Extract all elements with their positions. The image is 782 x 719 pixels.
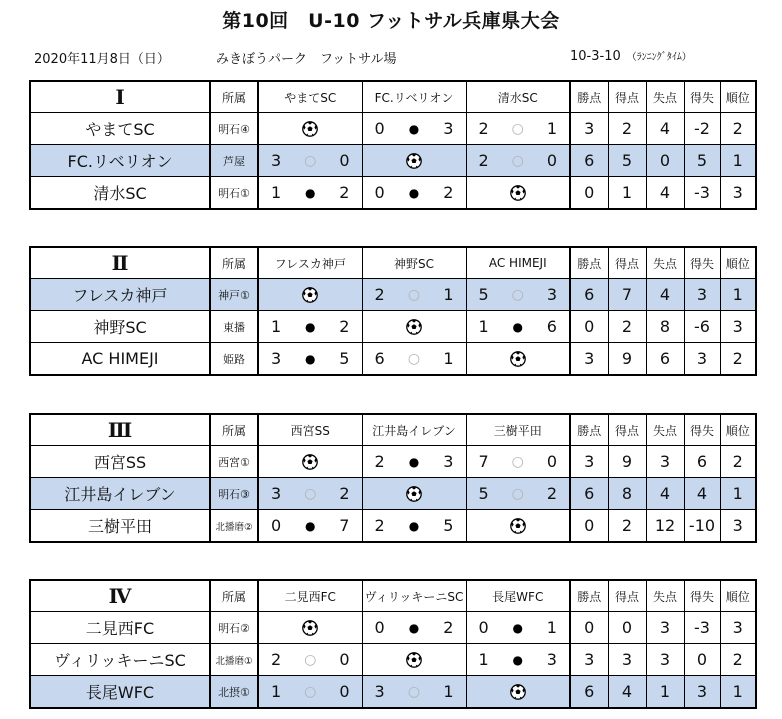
goal-diff-header: 得失	[684, 414, 720, 446]
rank-value: 3	[720, 510, 756, 543]
goals-for-value: 5	[608, 145, 646, 177]
team-name: 三樹平田	[30, 510, 210, 543]
score-home: 1	[271, 183, 282, 202]
rank-value: 1	[720, 478, 756, 510]
self-match-cell	[258, 113, 362, 145]
goal-diff-value: 5	[684, 145, 720, 177]
rank-value: 1	[720, 145, 756, 177]
match-format-note: （ﾗﾝﾆﾝｸﾞﾀｲﾑ）	[626, 52, 692, 63]
score-away: 3	[443, 452, 454, 471]
score-home: 0	[271, 516, 282, 535]
self-match-cell	[466, 510, 570, 543]
win-mark-icon: ○	[511, 485, 524, 502]
self-match-cell	[466, 343, 570, 376]
loss-mark-icon: ●	[408, 620, 420, 635]
group-table	[29, 413, 757, 543]
match-result	[258, 145, 362, 177]
score-line	[363, 349, 466, 368]
goals-against-value: 3	[646, 612, 684, 644]
team-name: やまてSC	[30, 113, 210, 145]
score-home: 2	[374, 452, 385, 471]
table-row	[30, 279, 756, 311]
score-line	[467, 151, 570, 170]
score-away: 5	[443, 516, 454, 535]
score-away: 2	[546, 484, 557, 503]
opponent-header: AC HIMEJI	[466, 247, 570, 279]
points-value: 6	[570, 478, 608, 510]
self-match-cell	[362, 478, 466, 510]
score-away: 6	[546, 317, 557, 336]
team-affiliation: 北摂①	[210, 676, 258, 709]
affiliation-header: 所属	[210, 580, 258, 612]
page-title: 第10回 U-10 フットサル兵庫県大会	[222, 10, 560, 32]
goal-diff-value: -3	[684, 177, 720, 210]
goals-for-header: 得点	[608, 580, 646, 612]
points-value: 3	[570, 644, 608, 676]
score-line	[467, 650, 570, 669]
team-affiliation: 東播	[210, 311, 258, 343]
table-row	[30, 676, 756, 709]
win-mark-icon: ○	[511, 453, 524, 470]
score-line	[259, 349, 362, 368]
win-mark-icon: ○	[304, 152, 317, 169]
score-away: 3	[546, 285, 557, 304]
goals-against-header: 失点	[646, 247, 684, 279]
rank-value: 1	[720, 279, 756, 311]
points-value: 3	[570, 113, 608, 145]
score-away: 1	[443, 285, 454, 304]
goal-diff-value: 0	[684, 644, 720, 676]
goals-against-value: 4	[646, 478, 684, 510]
match-result	[362, 177, 466, 210]
win-mark-icon: ○	[511, 152, 524, 169]
goal-diff-header: 得失	[684, 580, 720, 612]
score-line	[259, 183, 362, 202]
goal-diff-value: -10	[684, 510, 720, 543]
group-table	[29, 80, 757, 210]
score-away: 0	[339, 682, 350, 701]
opponent-header: やまてSC	[258, 81, 362, 113]
score-line	[259, 516, 362, 535]
table-row	[30, 113, 756, 145]
score-line	[467, 119, 570, 138]
rank-value: 3	[720, 177, 756, 210]
table-row	[30, 478, 756, 510]
self-match-cell	[466, 676, 570, 709]
opponent-header: 清水SC	[466, 81, 570, 113]
match-result	[258, 510, 362, 543]
table-row	[30, 510, 756, 543]
score-line	[363, 618, 466, 637]
opponent-header: 江井島イレブン	[362, 414, 466, 446]
goal-diff-value: 3	[684, 676, 720, 709]
opponent-header: FC.リベリオン	[362, 81, 466, 113]
match-result	[258, 478, 362, 510]
match-result	[362, 446, 466, 478]
rank-header: 順位	[720, 247, 756, 279]
score-line	[259, 682, 362, 701]
team-name: 二見西FC	[30, 612, 210, 644]
points-value: 0	[570, 311, 608, 343]
team-name: 長尾WFC	[30, 676, 210, 709]
score-home: 3	[271, 484, 282, 503]
opponent-header: ヴィリッキーニSC	[362, 580, 466, 612]
group-header-row	[30, 580, 756, 612]
score-home: 1	[271, 682, 282, 701]
match-result	[362, 279, 466, 311]
goals-for-value: 1	[608, 177, 646, 210]
score-away: 0	[339, 151, 350, 170]
team-name: ヴィリッキーニSC	[30, 644, 210, 676]
team-affiliation: 北播磨②	[210, 510, 258, 543]
score-line	[467, 452, 570, 471]
match-result	[466, 279, 570, 311]
event-date: 2020年11月8日（日）	[34, 52, 170, 67]
rank-value: 3	[720, 612, 756, 644]
goals-for-header: 得点	[608, 247, 646, 279]
opponent-header: 神野SC	[362, 247, 466, 279]
team-affiliation: 姫路	[210, 343, 258, 376]
goals-against-header: 失点	[646, 414, 684, 446]
match-result	[258, 311, 362, 343]
match-result	[258, 676, 362, 709]
score-line	[467, 317, 570, 336]
score-line	[363, 682, 466, 701]
goals-against-value: 4	[646, 177, 684, 210]
score-away: 1	[443, 349, 454, 368]
points-value: 6	[570, 145, 608, 177]
score-home: 2	[271, 650, 282, 669]
goals-for-value: 8	[608, 478, 646, 510]
opponent-header: 長尾WFC	[466, 580, 570, 612]
score-line	[363, 516, 466, 535]
match-result	[362, 113, 466, 145]
goals-against-value: 6	[646, 343, 684, 376]
match-result	[258, 343, 362, 376]
score-away: 3	[546, 650, 557, 669]
score-line	[363, 119, 466, 138]
rank-value: 2	[720, 644, 756, 676]
goals-for-value: 0	[608, 612, 646, 644]
team-name: FC.リベリオン	[30, 145, 210, 177]
goals-for-value: 9	[608, 446, 646, 478]
score-home: 7	[478, 452, 489, 471]
self-match-cell	[466, 177, 570, 210]
score-home: 5	[478, 484, 489, 503]
group-table	[29, 246, 757, 376]
goals-for-value: 4	[608, 676, 646, 709]
team-affiliation: 明石②	[210, 612, 258, 644]
loss-mark-icon: ●	[305, 319, 316, 334]
opponent-header: 三樹平田	[466, 414, 570, 446]
table-row	[30, 177, 756, 210]
affiliation-header: 所属	[210, 81, 258, 113]
goals-against-value: 4	[646, 113, 684, 145]
score-away: 0	[339, 650, 350, 669]
goals-against-value: 3	[646, 446, 684, 478]
score-away: 7	[339, 516, 350, 535]
score-line	[467, 618, 570, 637]
team-name: 清水SC	[30, 177, 210, 210]
loss-mark-icon: ●	[305, 351, 316, 366]
event-venue: みきぼうパーク フットサル場	[216, 52, 397, 67]
score-home: 2	[374, 516, 385, 535]
group-label: Ⅳ	[30, 580, 210, 612]
rank-value: 3	[720, 311, 756, 343]
team-affiliation: 西宮①	[210, 446, 258, 478]
match-result	[362, 510, 466, 543]
win-mark-icon: ○	[304, 683, 317, 700]
score-away: 3	[443, 119, 454, 138]
score-away: 2	[443, 183, 454, 202]
score-home: 6	[374, 349, 385, 368]
loss-mark-icon: ●	[512, 652, 523, 667]
win-mark-icon: ○	[511, 286, 524, 303]
score-home: 5	[478, 285, 489, 304]
loss-mark-icon: ●	[408, 518, 420, 533]
score-away: 2	[339, 484, 350, 503]
rank-value: 2	[720, 113, 756, 145]
goal-diff-value: 6	[684, 446, 720, 478]
opponent-header: 二見西FC	[258, 580, 362, 612]
match-result	[258, 177, 362, 210]
rank-value: 2	[720, 446, 756, 478]
score-line	[259, 151, 362, 170]
goals-against-value: 3	[646, 644, 684, 676]
team-name: フレスカ神戸	[30, 279, 210, 311]
opponent-header: 西宮SS	[258, 414, 362, 446]
group-header-row	[30, 81, 756, 113]
rank-header: 順位	[720, 414, 756, 446]
points-value: 6	[570, 279, 608, 311]
score-home: 2	[374, 285, 385, 304]
score-line	[259, 317, 362, 336]
goal-diff-value: -3	[684, 612, 720, 644]
win-mark-icon: ○	[407, 683, 421, 700]
affiliation-header: 所属	[210, 247, 258, 279]
score-home: 3	[374, 682, 385, 701]
team-affiliation: 明石③	[210, 478, 258, 510]
goal-diff-value: -6	[684, 311, 720, 343]
table-row	[30, 145, 756, 177]
self-match-cell	[362, 311, 466, 343]
win-mark-icon: ○	[304, 651, 317, 668]
goal-diff-value: 3	[684, 343, 720, 376]
group-label: Ⅰ	[30, 81, 210, 113]
goals-for-value: 2	[608, 510, 646, 543]
loss-mark-icon: ●	[408, 121, 420, 136]
match-result	[466, 478, 570, 510]
goal-diff-value: 4	[684, 478, 720, 510]
goals-against-value: 0	[646, 145, 684, 177]
affiliation-header: 所属	[210, 414, 258, 446]
goal-diff-value: 3	[684, 279, 720, 311]
group-header-row	[30, 414, 756, 446]
group-label: Ⅱ	[30, 247, 210, 279]
match-result	[466, 446, 570, 478]
loss-mark-icon: ●	[305, 185, 316, 200]
points-value: 0	[570, 612, 608, 644]
group-table	[29, 579, 757, 709]
score-away: 0	[546, 151, 557, 170]
table-row	[30, 644, 756, 676]
table-row	[30, 343, 756, 376]
rank-value: 2	[720, 343, 756, 376]
goals-for-value: 2	[608, 113, 646, 145]
points-value: 0	[570, 177, 608, 210]
team-affiliation: 神戸①	[210, 279, 258, 311]
goals-against-value: 1	[646, 676, 684, 709]
rank-value: 1	[720, 676, 756, 709]
self-match-cell	[362, 145, 466, 177]
table-row	[30, 612, 756, 644]
goal-diff-value: -2	[684, 113, 720, 145]
self-match-cell	[258, 446, 362, 478]
score-home: 3	[271, 151, 282, 170]
goal-diff-header: 得失	[684, 247, 720, 279]
score-line	[363, 183, 466, 202]
goals-for-header: 得点	[608, 414, 646, 446]
score-line	[259, 650, 362, 669]
match-result	[466, 612, 570, 644]
team-name: 神野SC	[30, 311, 210, 343]
score-home: 0	[374, 183, 385, 202]
score-away: 2	[339, 317, 350, 336]
score-home: 0	[478, 618, 489, 637]
goals-for-value: 9	[608, 343, 646, 376]
score-line	[259, 484, 362, 503]
match-result	[466, 145, 570, 177]
match-result	[258, 644, 362, 676]
score-line	[363, 285, 466, 304]
group-header-row	[30, 247, 756, 279]
loss-mark-icon: ●	[512, 620, 523, 635]
goals-for-value: 7	[608, 279, 646, 311]
match-result	[466, 113, 570, 145]
goals-for-value: 3	[608, 644, 646, 676]
table-row	[30, 311, 756, 343]
points-value: 3	[570, 446, 608, 478]
points-header: 勝点	[570, 81, 608, 113]
team-name: AC HIMEJI	[30, 343, 210, 376]
win-mark-icon: ○	[511, 120, 524, 137]
win-mark-icon: ○	[407, 286, 421, 303]
score-home: 3	[271, 349, 282, 368]
goals-against-header: 失点	[646, 81, 684, 113]
self-match-cell	[258, 612, 362, 644]
score-home: 1	[478, 650, 489, 669]
opponent-header: フレスカ神戸	[258, 247, 362, 279]
score-home: 0	[374, 119, 385, 138]
score-home: 2	[478, 119, 489, 138]
team-affiliation: 北播磨①	[210, 644, 258, 676]
team-affiliation: 芦屋	[210, 145, 258, 177]
loss-mark-icon: ●	[512, 319, 523, 334]
goals-for-value: 2	[608, 311, 646, 343]
match-result	[466, 311, 570, 343]
goal-diff-header: 得失	[684, 81, 720, 113]
team-name: 西宮SS	[30, 446, 210, 478]
match-result	[466, 644, 570, 676]
points-header: 勝点	[570, 580, 608, 612]
team-affiliation: 明石①	[210, 177, 258, 210]
self-match-cell	[258, 279, 362, 311]
score-home: 2	[478, 151, 489, 170]
rank-header: 順位	[720, 580, 756, 612]
self-match-cell	[362, 644, 466, 676]
points-value: 3	[570, 343, 608, 376]
score-home: 1	[478, 317, 489, 336]
score-away: 2	[339, 183, 350, 202]
score-home: 1	[271, 317, 282, 336]
goals-against-value: 12	[646, 510, 684, 543]
goals-for-header: 得点	[608, 81, 646, 113]
win-mark-icon: ○	[304, 485, 317, 502]
loss-mark-icon: ●	[305, 518, 316, 533]
score-away: 2	[443, 618, 454, 637]
loss-mark-icon: ●	[408, 185, 420, 200]
match-format	[570, 48, 692, 64]
points-value: 0	[570, 510, 608, 543]
score-away: 0	[546, 452, 557, 471]
group-label: Ⅲ	[30, 414, 210, 446]
score-line	[467, 484, 570, 503]
team-affiliation: 明石④	[210, 113, 258, 145]
score-away: 1	[546, 618, 557, 637]
win-mark-icon: ○	[407, 350, 421, 367]
match-result	[362, 676, 466, 709]
rank-header: 順位	[720, 81, 756, 113]
team-name: 江井島イレブン	[30, 478, 210, 510]
score-home: 0	[374, 618, 385, 637]
score-away: 1	[546, 119, 557, 138]
points-header: 勝点	[570, 247, 608, 279]
match-result	[362, 612, 466, 644]
goals-against-value: 8	[646, 311, 684, 343]
score-away: 5	[339, 349, 350, 368]
match-result	[362, 343, 466, 376]
goals-against-header: 失点	[646, 580, 684, 612]
table-row	[30, 446, 756, 478]
points-header: 勝点	[570, 414, 608, 446]
loss-mark-icon: ●	[408, 454, 420, 469]
score-away: 1	[443, 682, 454, 701]
goals-against-value: 4	[646, 279, 684, 311]
score-line	[467, 285, 570, 304]
points-value: 6	[570, 676, 608, 709]
match-format-time: 10-3-10	[570, 49, 621, 64]
score-line	[363, 452, 466, 471]
